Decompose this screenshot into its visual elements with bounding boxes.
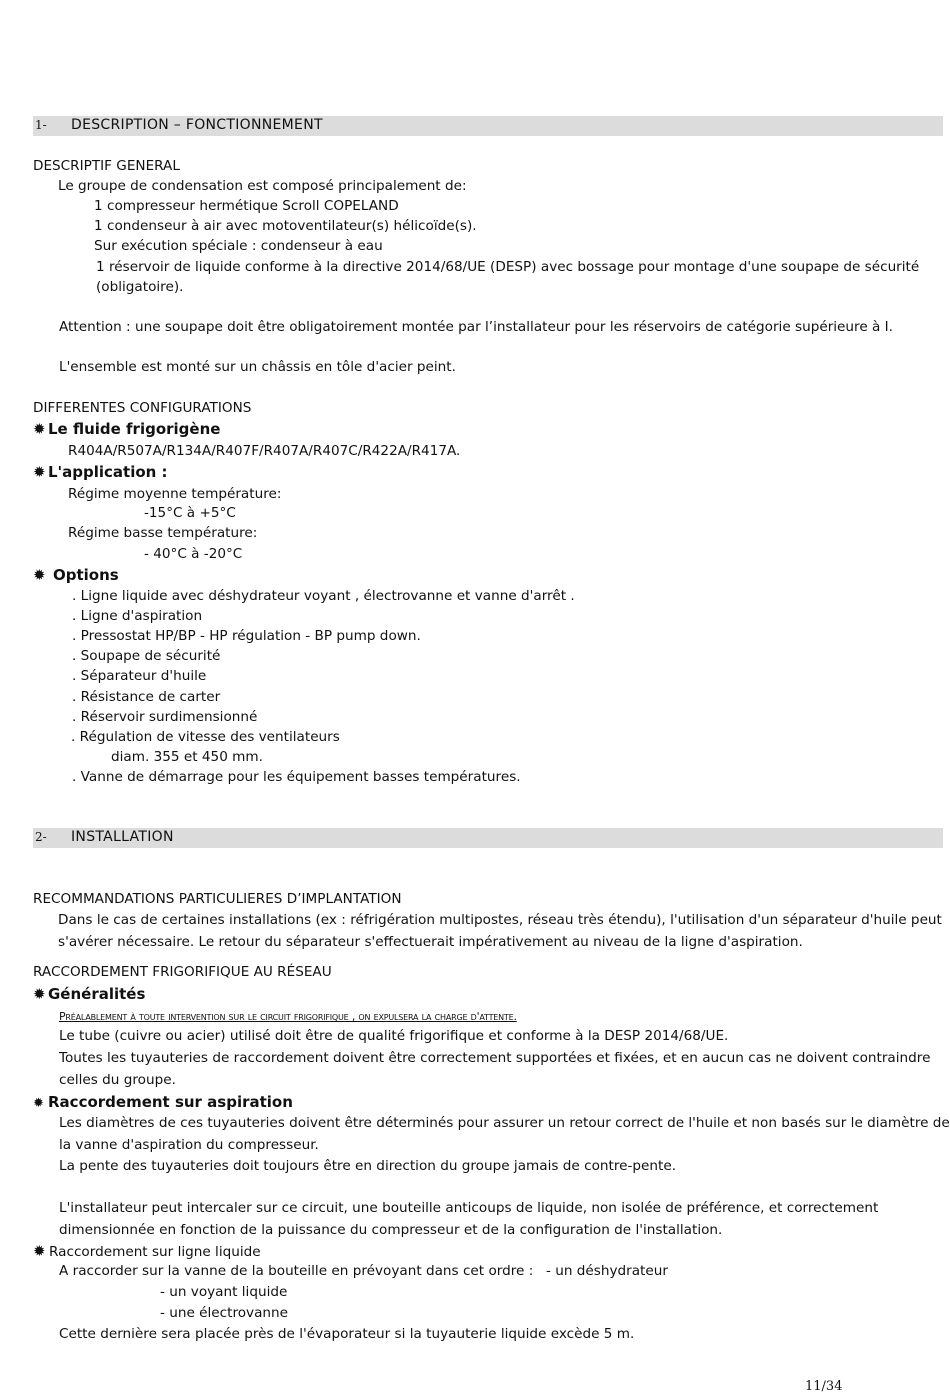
configurations-heading: DIFFERENTES CONFIGURATIONS	[33, 400, 252, 416]
tube-note: Le tube (cuivre ou acier) utilisé doit être de qualité frigorifique et conforme à la DESP 2014/68/UE.	[59, 1028, 729, 1044]
liquide-line: - un voyant liquide	[160, 1284, 288, 1300]
regime-basse: Régime basse température:	[68, 525, 258, 541]
option-item: . Vanne de démarrage pour les équipement basses températures.	[72, 769, 521, 785]
recommandations-heading: RECOMMANDATIONS PARTICULIERES D’IMPLANTATION	[33, 891, 402, 907]
descriptif-item: (obligatoire).	[96, 279, 184, 295]
aspiration-line: La pente des tuyauteries doit toujours être en direction du groupe jamais de contre-pente.	[59, 1158, 677, 1174]
descriptif-heading: DESCRIPTIF GENERAL	[33, 158, 180, 174]
option-item: . Pressostat HP/BP - HP régulation - BP pump down.	[72, 628, 421, 644]
application-bullet	[33, 463, 168, 481]
option-item: . Résistance de carter	[72, 689, 221, 705]
liquide-bullet	[33, 1242, 261, 1261]
chassis-note: L'ensemble est monté sur un châssis en tôle d'acier peint.	[59, 359, 456, 375]
recommandations-line: s'avérer nécessaire. Le retour du séparateur s'effectuerait impérativement au niveau de la ligne d'aspiration.	[58, 934, 803, 950]
tuyauteries-line: Toutes les tuyauteries de raccordement doivent être correctement supportées et fixées, et en aucun cas ne doivent contraindre	[59, 1050, 931, 1066]
recommandations-line: Dans le cas de certaines installations (ex : réfrigération multipostes, réseau très étendu), l'utilisation d'un séparateur d'huile peut	[58, 912, 942, 928]
sun-bullet-icon: ✹	[33, 420, 46, 438]
option-item: . Soupape de sécurité	[72, 648, 221, 664]
sun-bullet-icon: ✹	[33, 1242, 46, 1260]
descriptif-item: 1 compresseur hermétique Scroll COPELAND	[94, 198, 399, 214]
fluide-value: R404A/R507A/R134A/R407F/R407A/R407C/R422A/R417A.	[68, 443, 461, 459]
attention-note: Attention : une soupape doit être obligatoirement montée par l’installateur pour les réservoirs de catégorie supérieure à I.	[59, 319, 893, 335]
liquide-line: A raccorder sur la vanne de la bouteille en prévoyant dans cet ordre :	[59, 1263, 534, 1279]
generalites-bullet	[33, 985, 145, 1003]
sun-bullet-icon: ✹	[33, 566, 46, 584]
liquide-line: - une électrovanne	[160, 1305, 289, 1321]
regime-basse-value: - 40°C à -20°C	[144, 546, 243, 562]
option-item: . Régulation de vitesse des ventilateurs	[71, 729, 340, 745]
section-header-1	[33, 116, 943, 136]
fluide-bullet	[33, 420, 220, 438]
option-item: diam. 355 et 450 mm.	[111, 749, 263, 765]
sun-bullet-icon: ✹	[33, 985, 46, 1003]
section-header-2	[33, 828, 943, 848]
tuyauteries-line: celles du groupe.	[59, 1072, 176, 1088]
liquide-title: Raccordement sur ligne liquide	[49, 1244, 261, 1260]
descriptif-item: 1 réservoir de liquide conforme à la directive 2014/68/UE (DESP) avec bossage pour montage d'une soupape de sécurité	[96, 259, 920, 275]
descriptif-intro: Le groupe de condensation est composé principalement de:	[58, 178, 467, 194]
page-number: 11/34	[805, 1379, 843, 1394]
descriptif-item: Sur exécution spéciale : condenseur à eau	[94, 238, 383, 254]
section-number: 2-	[35, 830, 47, 844]
aspiration-title: Raccordement sur aspiration	[48, 1093, 293, 1111]
sun-bullet-icon: ✹	[33, 463, 46, 481]
application-title: L'application :	[48, 463, 168, 481]
generalites-title: Généralités	[48, 985, 146, 1003]
options-bullet	[33, 566, 119, 584]
descriptif-item: 1 condenseur à air avec motoventilateur(s) hélicoïde(s).	[94, 218, 477, 234]
option-item: . Réservoir surdimensionné	[72, 709, 258, 725]
fluide-title: Le fluide frigorigène	[48, 420, 221, 438]
liquide-line: - un déshydrateur	[546, 1263, 668, 1279]
sun-bullet-icon: ✹	[33, 1096, 44, 1111]
section-number: 1-	[35, 118, 47, 132]
aspiration-line: L'installateur peut intercaler sur ce circuit, une bouteille anticoups de liquide, non isolée de préférence, et correctement	[59, 1200, 879, 1216]
section-title: INSTALLATION	[71, 829, 174, 845]
option-item: . Ligne d'aspiration	[72, 608, 203, 624]
liquide-line: Cette dernière sera placée près de l'évaporateur si la tuyauterie liquide excède 5 m.	[59, 1326, 635, 1342]
aspiration-line: dimensionnée en fonction de la puissance du compresseur et de la configuration de l'installation.	[59, 1222, 723, 1238]
aspiration-line: Les diamètres de ces tuyauteries doivent être déterminés pour assurer un retour correct de l'huile et non basés sur le diamètre de	[59, 1115, 950, 1131]
raccordement-heading: RACCORDEMENT FRIGORIFIQUE AU RÉSEAU	[33, 964, 332, 980]
regime-moyenne: Régime moyenne température:	[68, 486, 282, 502]
option-item: . Séparateur d'huile	[72, 668, 207, 684]
regime-moyenne-value: -15°C à +5°C	[144, 505, 236, 521]
section-title: DESCRIPTION – FONCTIONNEMENT	[71, 117, 323, 133]
option-item: . Ligne liquide avec déshydrateur voyant , électrovanne et vanne d'arrêt .	[72, 588, 575, 604]
prealable-note: Préalablement à toute intervention sur le circuit frigorifique , on expulsera la charge d'attente.	[59, 1010, 517, 1023]
aspiration-bullet	[33, 1093, 293, 1113]
options-title: Options	[53, 566, 119, 584]
aspiration-line: la vanne d'aspiration du compresseur.	[59, 1137, 319, 1153]
